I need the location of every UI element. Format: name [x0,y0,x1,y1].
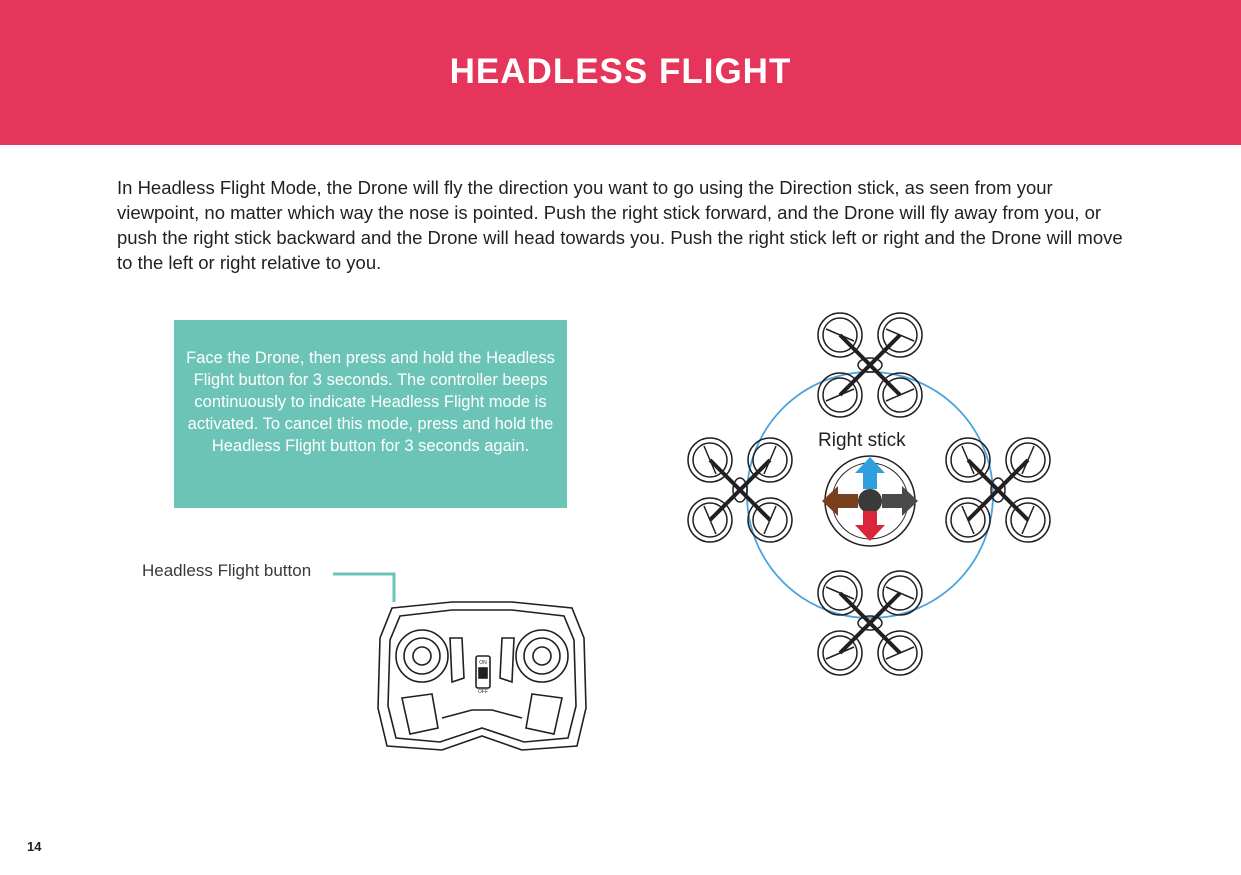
headless-button-label: Headless Flight button [142,561,312,580]
drone-bottom [818,571,922,675]
page-title: HEADLESS FLIGHT [449,52,792,91]
switch-off-label: OFF [478,689,488,695]
right-stick-label: Right stick [818,430,906,451]
page-number: 14 [27,839,42,854]
drone-top [818,313,922,417]
controller-illustration [372,598,592,758]
switch-on-label: ON [479,660,487,666]
orbit-diagram [680,305,1080,705]
intro-paragraph: In Headless Flight Mode, the Drone will fly the direction you want to go using the Direction stick, as seen from your viewpoint, no matter which way the nose is pointed. Push the right stick forward, and the Drone will fly away from you, or push the right stick backward and the Drone will head towards you. Push the right stick left or right and the Drone will move to the left or right relative to you. [117,177,1123,273]
drone-left [688,438,792,542]
drone-right [946,438,1050,542]
instruction-callout: Face the Drone, then press and hold the Headless Flight button for 3 seconds. The controller beeps continuously to indicate Headless Flight mode is activated. To cancel this mode, press and hold the Headless Flight button for 3 seconds again. [174,320,567,508]
